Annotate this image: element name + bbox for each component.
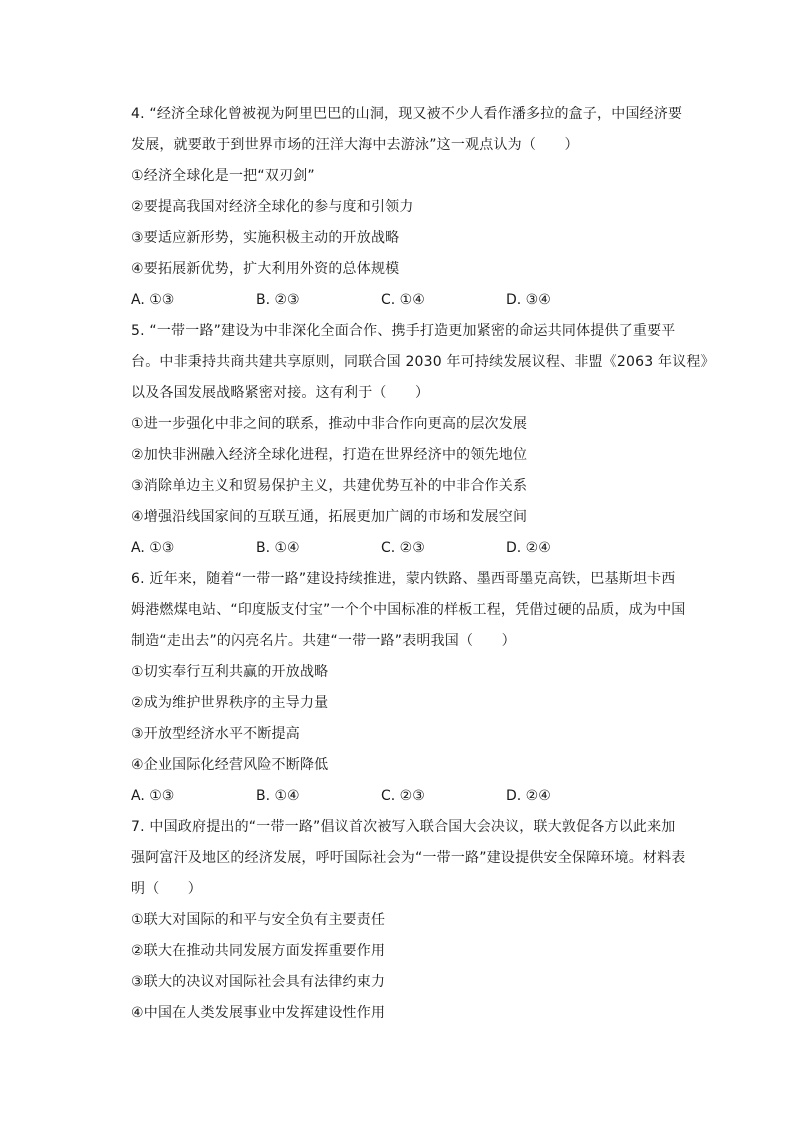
- question-6: [131, 565, 691, 813]
- question-stem-line: 台。中非秉持共商共建共享原则，同联合国 2030 年可持续发展议程、非盟《2063 年议程》: [131, 354, 715, 370]
- answer-options: [131, 782, 691, 813]
- statement-item: ④企业国际化经营风险不断降低: [131, 757, 329, 773]
- statement-item: ④中国在人类发展事业中发挥建设性作用: [131, 1005, 386, 1021]
- question-stem-line: 姆港燃煤电站、“印度版支付宝”一个个中国标准的样板工程，凭借过硬的品质，成为中国: [131, 602, 686, 618]
- question-stem-line: 5. “一带一路”建设为中非深化全面合作、携手打造更加紧密的命运共同体提供了重要平: [131, 323, 676, 339]
- option-c: C. ②③: [381, 788, 425, 804]
- option-a: A. ①③: [131, 788, 175, 804]
- statement-item: ①切实奉行互利共赢的开放战略: [131, 664, 329, 680]
- question-4: [131, 100, 691, 317]
- answer-options: [131, 286, 691, 317]
- statement-item: ③开放型经济水平不断提高: [131, 726, 300, 742]
- answer-options: [131, 534, 691, 565]
- option-d: D. ②④: [506, 540, 551, 556]
- option-a: A. ①③: [131, 292, 175, 308]
- statement-item: ②联大在推动共同发展方面发挥重要作用: [131, 943, 386, 959]
- option-b: B. ①④: [256, 788, 300, 804]
- question-stem-line: 强阿富汗及地区的经济发展，呼吁国际社会为“一带一路”建设提供安全保障环境。材料表: [131, 850, 686, 866]
- statement-item: ①进一步强化中非之间的联系，推动中非合作向更高的层次发展: [131, 416, 528, 432]
- statement-item: ②成为维护世界秩序的主导力量: [131, 695, 329, 711]
- statement-item: ④要拓展新优势，扩大利用外资的总体规模: [131, 261, 400, 277]
- option-a: A. ①③: [131, 540, 175, 556]
- question-stem-line: 4. “经济全球化曾被视为阿里巴巴的山洞，现又被不少人看作潘多拉的盒子，中国经济要: [131, 106, 683, 122]
- statement-item: ①经济全球化是一把“双刃剑”: [131, 168, 315, 184]
- statement-item: ③消除单边主义和贸易保护主义，共建优势互补的中非合作关系: [131, 478, 528, 494]
- option-b: B. ①④: [256, 540, 300, 556]
- statement-item: ③联大的决议对国际社会具有法律约束力: [131, 974, 386, 990]
- statement-item: ④增强沿线国家间的互联互通，拓展更加广阔的市场和发展空间: [131, 509, 528, 525]
- option-d: D. ③④: [506, 292, 551, 308]
- statement-item: ②要提高我国对经济全球化的参与度和引领力: [131, 199, 414, 215]
- option-c: C. ①④: [381, 292, 425, 308]
- statement-item: ②加快非洲融入经济全球化进程，打造在世界经济中的领先地位: [131, 447, 528, 463]
- question-stem-line: 发展，就要敢于到世界市场的汪洋大海中去游泳”这一观点认为（ ）: [131, 137, 579, 153]
- question-stem-line: 明（ ）: [131, 881, 202, 897]
- option-b: B. ②③: [256, 292, 300, 308]
- option-d: D. ②④: [506, 788, 551, 804]
- option-c: C. ②③: [381, 540, 425, 556]
- question-stem-line: 7. 中国政府提出的“一带一路”倡议首次被写入联合国大会决议，联大敦促各方以此来加: [131, 819, 676, 835]
- question-list: [131, 100, 715, 1030]
- question-stem-line: 以及各国发展战略紧密对接。这有利于（ ）: [131, 385, 430, 401]
- question-stem-line: 制造“走出去”的闪亮名片。共建“一带一路”表明我国（ ）: [131, 633, 516, 649]
- question-stem-line: 6. 近年来，随着“一带一路”建设持续推进，蒙内铁路、墨西哥墨克高铁，巴基斯坦卡西: [131, 571, 676, 587]
- question-7: [131, 813, 691, 1030]
- statement-item: ①联大对国际的和平与安全负有主要责任: [131, 912, 386, 928]
- statement-item: ③要适应新形势，实施积极主动的开放战略: [131, 230, 400, 246]
- question-5: [131, 317, 715, 565]
